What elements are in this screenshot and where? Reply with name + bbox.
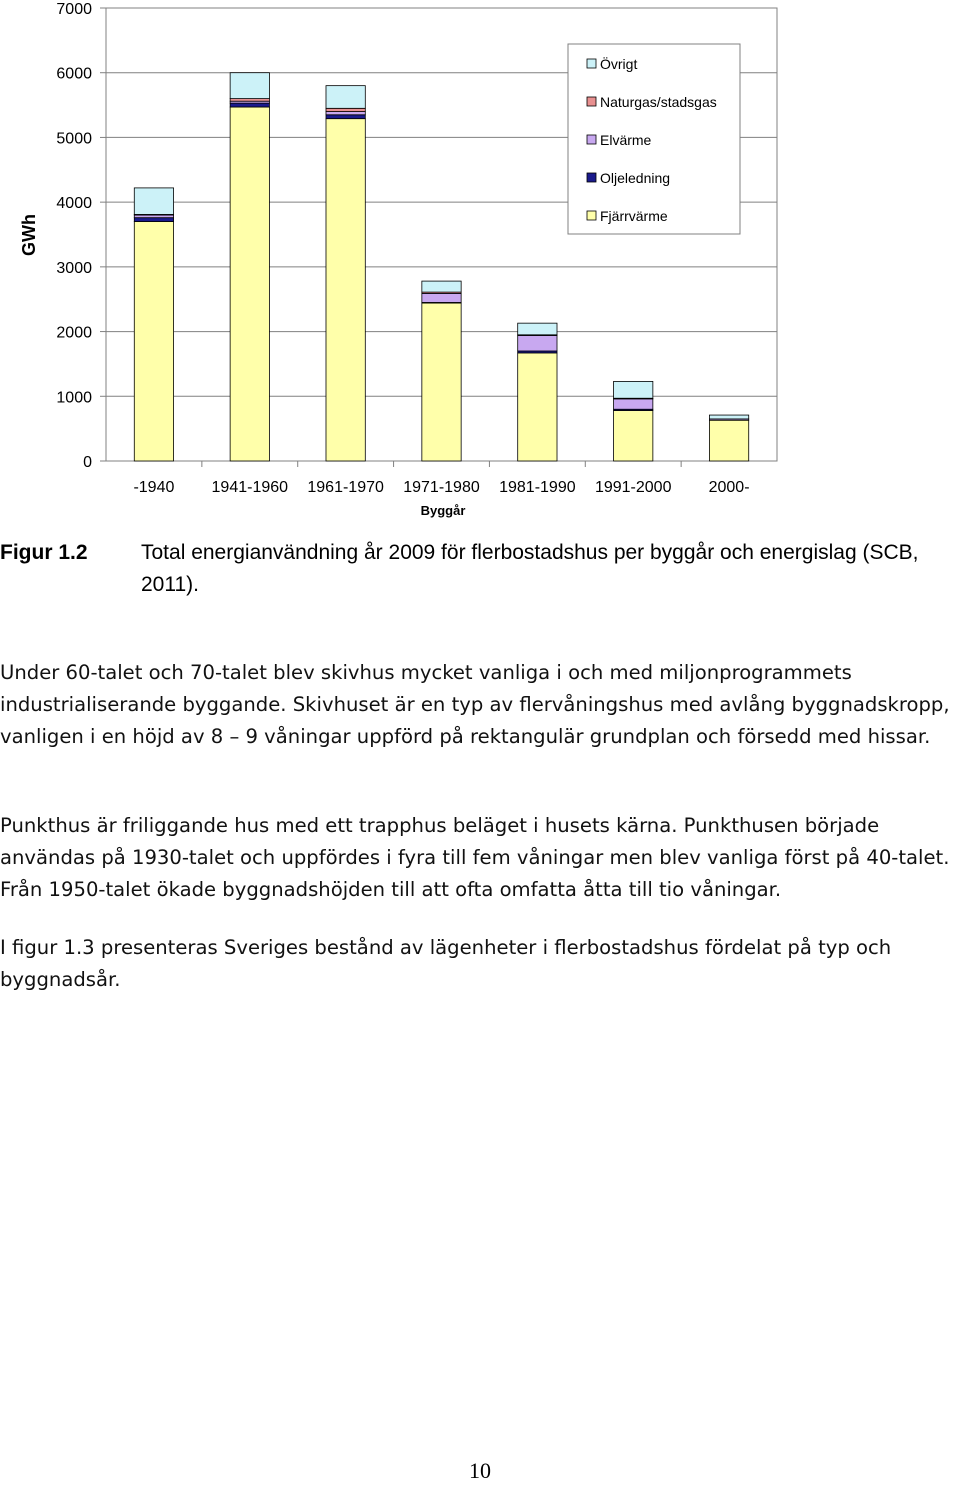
y-tick-label-0: 0: [83, 454, 92, 471]
x-tick-label-1961-1970: 1961-1970: [307, 479, 384, 496]
bar-segment-1981-1990-Elvärme: [518, 335, 557, 351]
bar-segment-2000--Fjärrvärme: [709, 420, 748, 461]
y-axis-tick-labels: [56, 1, 92, 471]
x-tick-label-1971-1980: 1971-1980: [403, 479, 480, 496]
bar-segment-1941-1960-Övrigt: [230, 73, 269, 99]
x-tick-label-1991-2000: 1991-2000: [594, 479, 672, 496]
legend-label-Naturgas/stadsgas: Naturgas/stadsgas: [600, 94, 717, 110]
bar-segment-2000--Övrigt: [709, 415, 748, 419]
bar-segment-1961-1970-Elvärme: [326, 112, 365, 115]
x-tick-label-2000-: 2000-: [708, 479, 750, 496]
legend-swatch-Fjärrvärme: [587, 211, 596, 220]
figure-caption: Total energianvändning år 2009 för flerbostadshus per byggår och energislag (SCB, 2011).: [141, 541, 919, 596]
bar-segment-1991-2000-Fjärrvärme: [614, 411, 653, 461]
legend-label-Övrigt: Övrigt: [600, 56, 638, 72]
legend-label-Elvärme: Elvärme: [600, 132, 652, 148]
bar-segment-1981-1990-Övrigt: [518, 323, 557, 335]
page-number: 10: [469, 1458, 491, 1483]
bar-segment-1981-1990-Fjärrvärme: [518, 353, 557, 461]
x-tick-label-1941-1960: 1941-1960: [211, 479, 289, 496]
legend-label-Fjärrvärme: Fjärrvärme: [600, 208, 668, 224]
y-tick-label-3000: 3000: [56, 259, 92, 277]
bar-segment-1971-1980-Fjärrvärme: [422, 303, 461, 461]
legend-swatch-Naturgas/stadsgas: [587, 97, 596, 106]
y-tick-label-4000: 4000: [56, 195, 92, 213]
y-tick-label-2000: 2000: [56, 324, 92, 342]
x-tick-label--1940: -1940: [133, 479, 175, 496]
x-tick-label-1981-1990: 1981-1990: [499, 479, 576, 496]
bar-segment--1940-Oljeledning: [134, 218, 173, 222]
bar-segment-1941-1960-Oljeledning: [230, 103, 269, 107]
bar-segment-1991-2000-Elvärme: [614, 399, 653, 409]
chart-legend: [568, 44, 740, 234]
paragraph-figure-reference: I figur 1.3 presenteras Sveriges bestånd av lägenheter i flerbostadshus fördelat på typ och byggnadsår.: [0, 936, 892, 991]
y-tick-label-7000: 7000: [56, 1, 92, 18]
x-axis-label: Byggår: [420, 503, 466, 518]
legend-swatch-Oljeledning: [587, 173, 596, 182]
paragraph-punkthus: Punkthus är friliggande hus med ett trapphus beläget i husets kärna. Punkthusen började användas på 1930-talet och uppfördes i fyra till fem våningar men blev vanliga först på 40-talet. Från 1950-talet ökade byggnadshöjden till att ofta omfatta åtta till tio våningar.: [0, 814, 950, 901]
bar-segment--1940-Fjärrvärme: [134, 222, 173, 461]
y-axis-label: GWh: [19, 214, 39, 256]
y-tick-label-6000: 6000: [56, 65, 92, 83]
bar-segment-1961-1970-Oljeledning: [326, 115, 365, 119]
bar-segment-1961-1970-Fjärrvärme: [326, 119, 365, 461]
legend-swatch-Elvärme: [587, 135, 596, 144]
bar-segment-1961-1970-Naturgas/stadsgas: [326, 108, 365, 111]
bar-segment-1961-1970-Övrigt: [326, 86, 365, 109]
legend-swatch-Övrigt: [587, 59, 596, 68]
bar-segment-1991-2000-Övrigt: [614, 381, 653, 398]
energy-use-stacked-bar-chart: [0, 0, 960, 530]
bar-segment--1940-Övrigt: [134, 188, 173, 215]
y-tick-label-5000: 5000: [56, 130, 92, 148]
bar-segment-1971-1980-Övrigt: [422, 281, 461, 292]
figure-label: Figur 1.2: [0, 541, 88, 564]
bar-segment-1941-1960-Fjärrvärme: [230, 107, 269, 461]
legend-label-Oljeledning: Oljeledning: [600, 170, 671, 186]
paragraph-skivhus: Under 60-talet och 70-talet blev skivhus mycket vanliga i och med miljonprogrammets industrialiserande byggande. Skivhuset är en typ av flervåningshus med avlång byggnadskropp, vanligen i en höjd av 8 – 9 våningar uppförd på rektangulär grundplan och försedd med hissar.: [0, 661, 950, 748]
x-axis-tick-labels: [133, 461, 749, 496]
bar-segment-1971-1980-Elvärme: [422, 293, 461, 302]
y-tick-label-1000: 1000: [56, 389, 92, 407]
